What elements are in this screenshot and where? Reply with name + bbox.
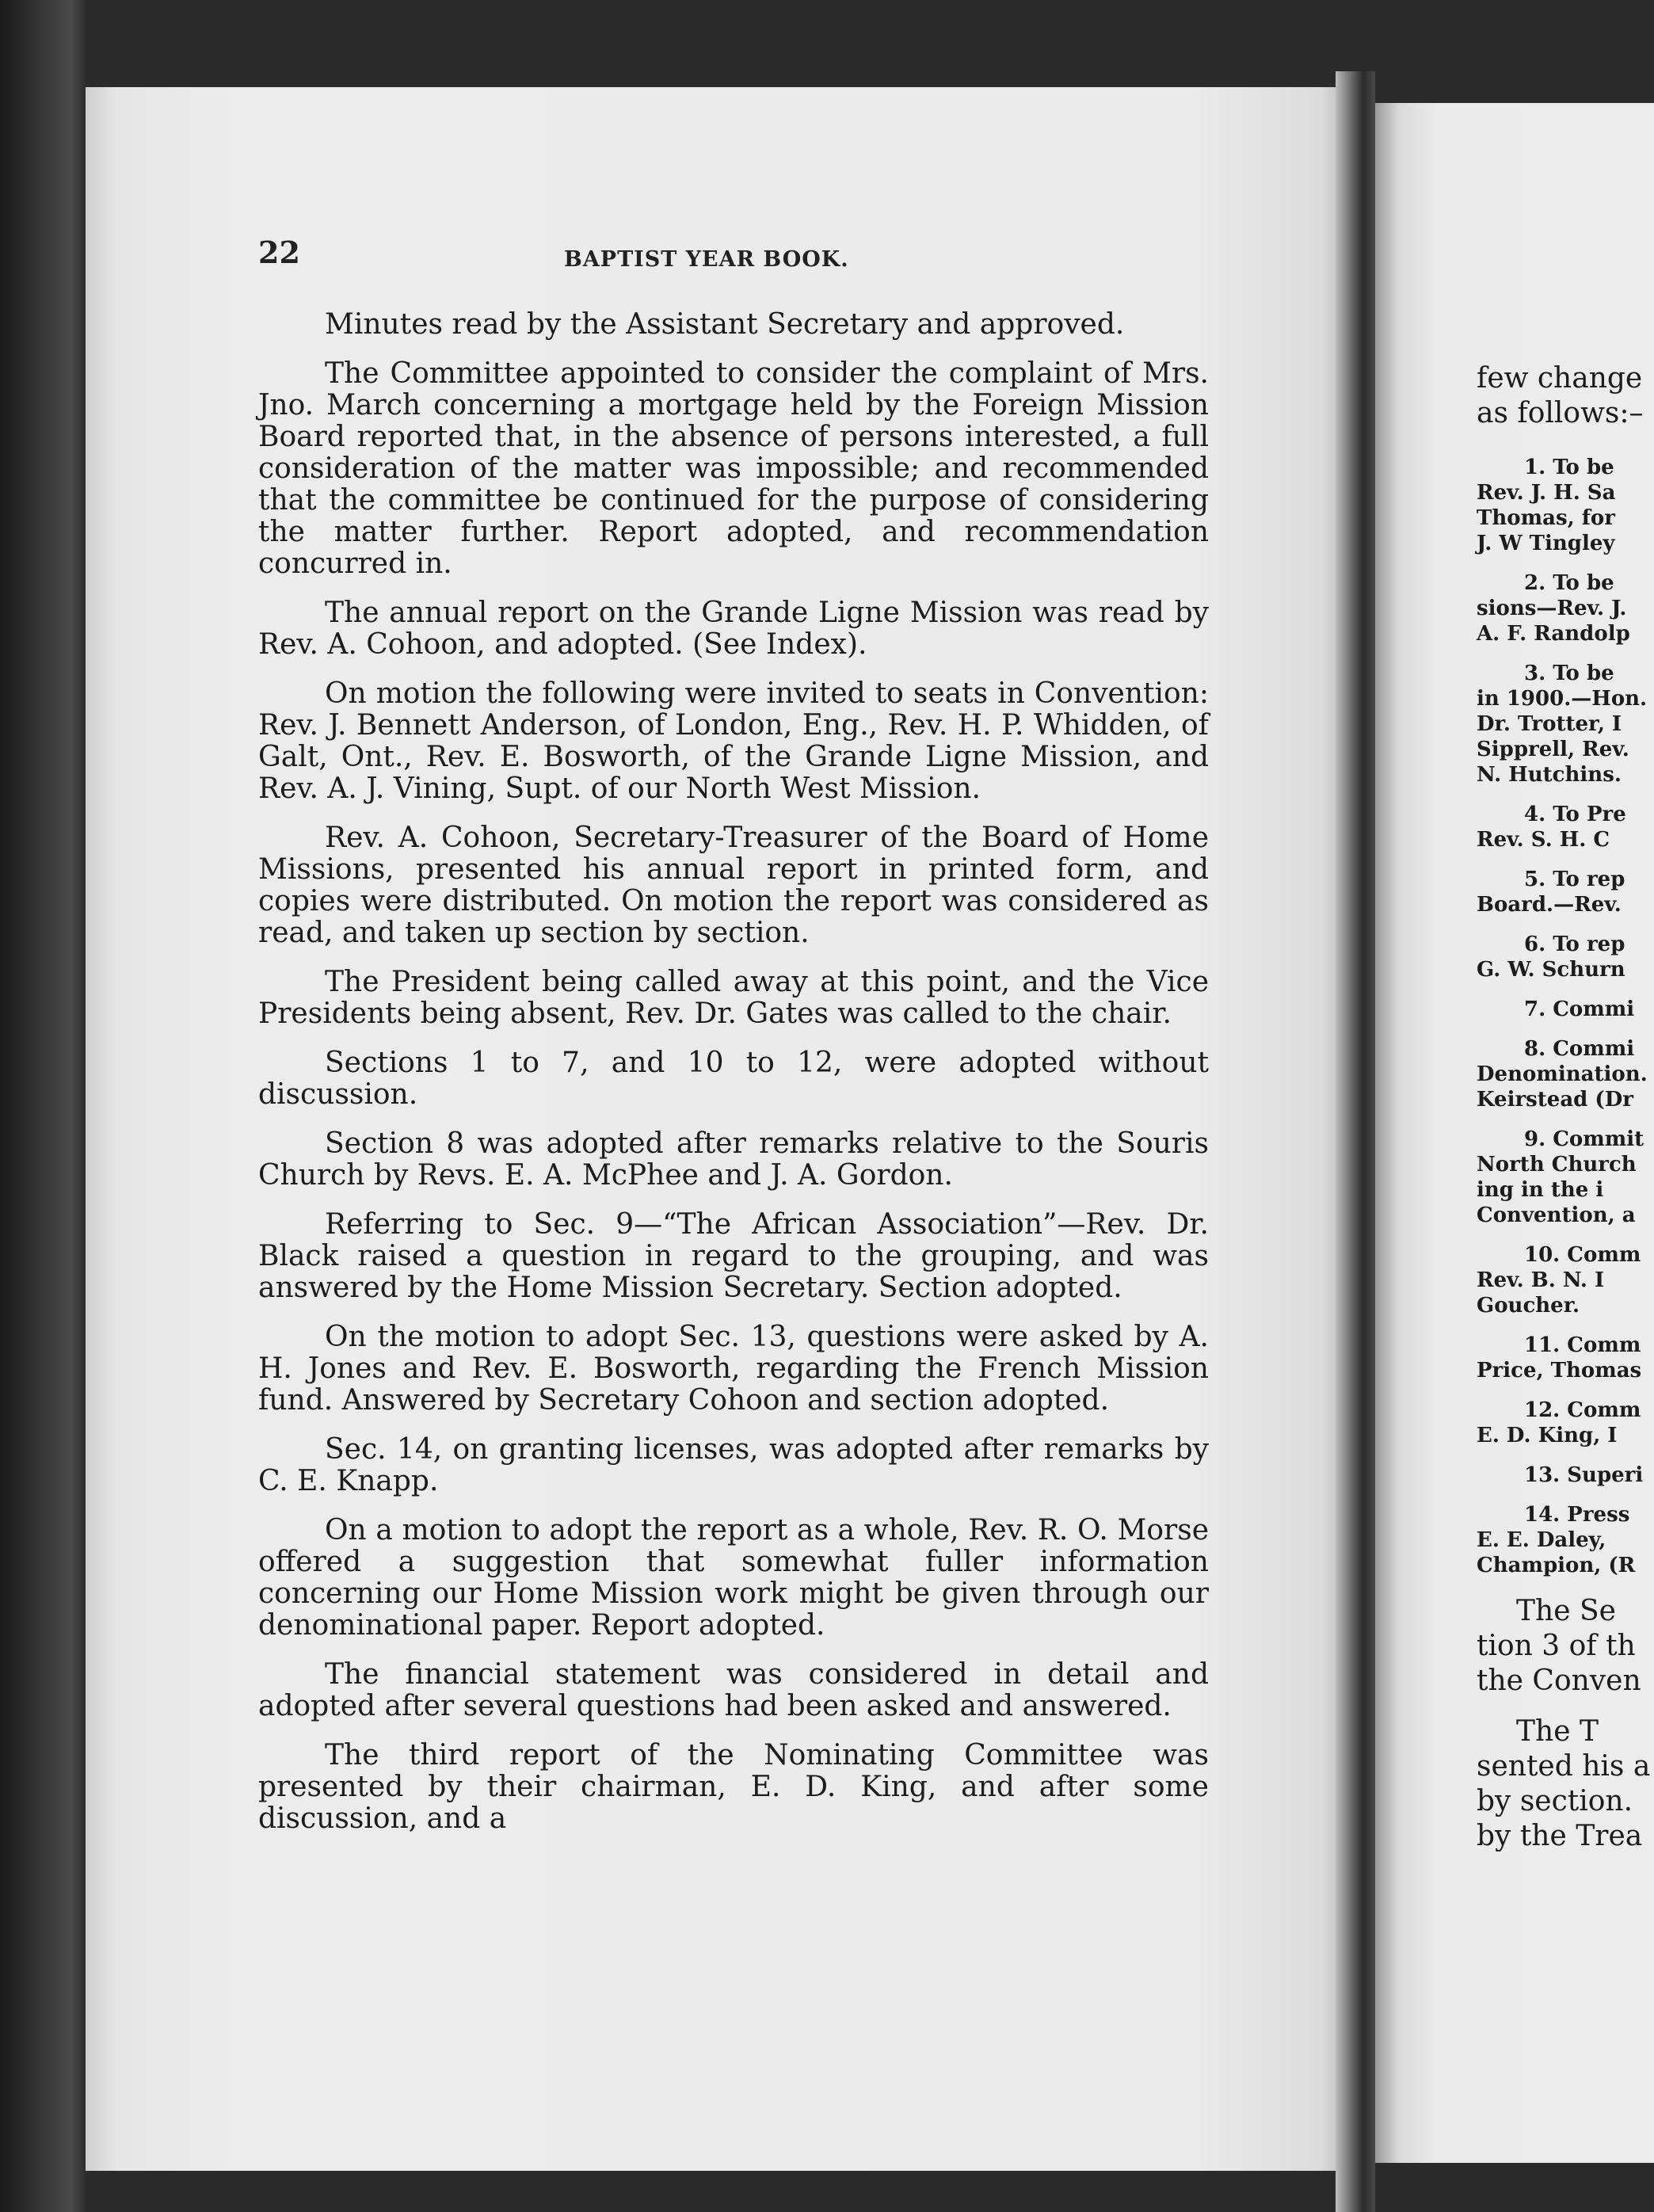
list-line: G. W. Schurn [1477, 958, 1625, 982]
list-line: 10. Comm [1524, 1243, 1641, 1267]
list-line: in 1900.—Hon. [1477, 687, 1648, 711]
left-page-body [258, 309, 1209, 1852]
list-line: Dr. Trotter, I [1477, 712, 1622, 736]
list-line: Keirstead (Dr [1477, 1088, 1633, 1112]
list-line: 3. To be [1524, 662, 1614, 685]
list-line: 6. To rep [1524, 932, 1625, 956]
text-line: by section. [1477, 1785, 1633, 1817]
list-line: Champion, (R [1477, 1554, 1636, 1577]
paragraph: Section 8 was adopted after remarks relative to the Souris Church by Revs. E. A. McPhee and J. A. Gordon. [258, 1127, 1209, 1192]
list-line: 4. To Pre [1524, 803, 1626, 826]
text-line: The Se [1516, 1595, 1616, 1627]
paragraph: Minutes read by the Assistant Secretary and approved. [325, 308, 1125, 341]
text-line: sented his a [1477, 1750, 1651, 1783]
paragraph: Rev. A. Cohoon, Secretary-Treasurer of the Board of Home Missions, presented his annual report in printed form, and copies were distributed. On motion the report was considered as read, and taken up section by section. [258, 822, 1209, 949]
list-line: 11. Comm [1524, 1333, 1641, 1357]
text-line: as follows:– [1477, 397, 1644, 429]
list-line: 14. Press [1524, 1503, 1630, 1527]
list-line: Board.—Rev. [1477, 893, 1622, 917]
list-line: A. F. Randolp [1477, 622, 1630, 646]
list-line: Rev. B. N. I [1477, 1268, 1605, 1292]
list-line: Convention, a [1477, 1203, 1636, 1227]
list-line: Rev. S. H. C [1477, 828, 1610, 852]
text-line: The T [1516, 1715, 1599, 1748]
list-line: 13. Superi [1524, 1463, 1644, 1487]
committee-list [1477, 455, 1654, 1578]
list-line: North Church [1477, 1153, 1637, 1177]
paragraph: On motion the following were invited to seats in Convention: Rev. J. Bennett Anderson, of London, Eng., Rev. H. P. Whidden, of Galt, Ont., Rev. E. Bosworth, of the Grande Ligne Mission, and Rev. A. J. Vining, Supt. of our North West Mission. [258, 677, 1209, 805]
text-line: the Conven [1477, 1665, 1641, 1697]
paragraph: Sections 1 to 7, and 10 to 12, were adopted without discussion. [258, 1047, 1209, 1111]
right-page-body [1477, 361, 1654, 1854]
paragraph: On the motion to adopt Sec. 13, questions were asked by A. H. Jones and Rev. E. Bosworth, regarding the French Mission fund. Answered by Secretary Cohoon and section adopted. [258, 1321, 1209, 1417]
paragraph: The financial statement was considered in detail and adopted after several questions had been asked and answered. [258, 1658, 1209, 1722]
list-line: 1. To be [1524, 456, 1614, 479]
list-line: Thomas, for [1477, 506, 1615, 530]
right-page-outro [1477, 1594, 1654, 1854]
book-gutter [1336, 71, 1375, 2212]
list-line: 8. Commi [1524, 1037, 1635, 1061]
list-line: Price, Thomas [1477, 1359, 1642, 1382]
paragraph: Sec. 14, on granting licenses, was adopted after remarks by C. E. Knapp. [258, 1433, 1209, 1497]
text-line: by the Trea [1477, 1820, 1643, 1852]
list-line: E. E. Daley, [1477, 1528, 1606, 1552]
paragraph: The annual report on the Grande Ligne Mission was read by Rev. A. Cohoon, and adopted. (See Index). [258, 597, 1209, 661]
paragraph: On a motion to adopt the report as a whole, Rev. R. O. Morse offered a suggestion that somewhat fuller information concerning our Home Mission work might be given through our denominational paper. Report adopted. [258, 1514, 1209, 1642]
running-head: BAPTIST YEAR BOOK. [564, 247, 849, 272]
list-line: 5. To rep [1524, 868, 1625, 891]
paragraph: The third report of the Nominating Committee was presented by their chairman, E. D. King, and after some discussion, and a [258, 1739, 1209, 1835]
list-line: N. Hutchins. [1477, 763, 1622, 787]
right-page-intro [1477, 361, 1654, 431]
text-line: few change [1477, 362, 1643, 395]
list-line: Denomination. [1477, 1062, 1648, 1086]
list-line: Rev. J. H. Sa [1477, 481, 1616, 505]
paragraph: The President being called away at this point, and the Vice Presidents being absent, Rev. Dr. Gates was called to the chair. [258, 966, 1209, 1030]
list-line: 2. To be [1524, 571, 1614, 595]
list-line: Sipprell, Rev. [1477, 738, 1629, 761]
paragraph: Referring to Sec. 9—“The African Association”—Rev. Dr. Black raised a question in regard to the grouping, and was answered by the Home Mission Secretary. Section adopted. [258, 1208, 1209, 1304]
text-line: tion 3 of th [1477, 1630, 1636, 1662]
list-line: 7. Commi [1524, 997, 1635, 1021]
list-line: ing in the i [1477, 1178, 1604, 1202]
list-line: sions—Rev. J. [1477, 597, 1627, 620]
list-line: 12. Comm [1524, 1398, 1641, 1422]
list-line: E. D. King, I [1477, 1424, 1618, 1447]
list-line: 9. Commit [1524, 1127, 1644, 1151]
list-line: J. W Tingley [1477, 532, 1615, 555]
page-number: 22 [258, 235, 300, 270]
list-line: Goucher. [1477, 1294, 1580, 1318]
paragraph: The Committee appointed to consider the complaint of Mrs. Jno. March concerning a mortgage held by the Foreign Mission Board reported that, in the absence of persons interested, a full consideration of the matter was impossible; and recommended that the committee be continued for the purpose of considering the matter further. Report adopted, and recommendation concurred in. [258, 357, 1209, 580]
